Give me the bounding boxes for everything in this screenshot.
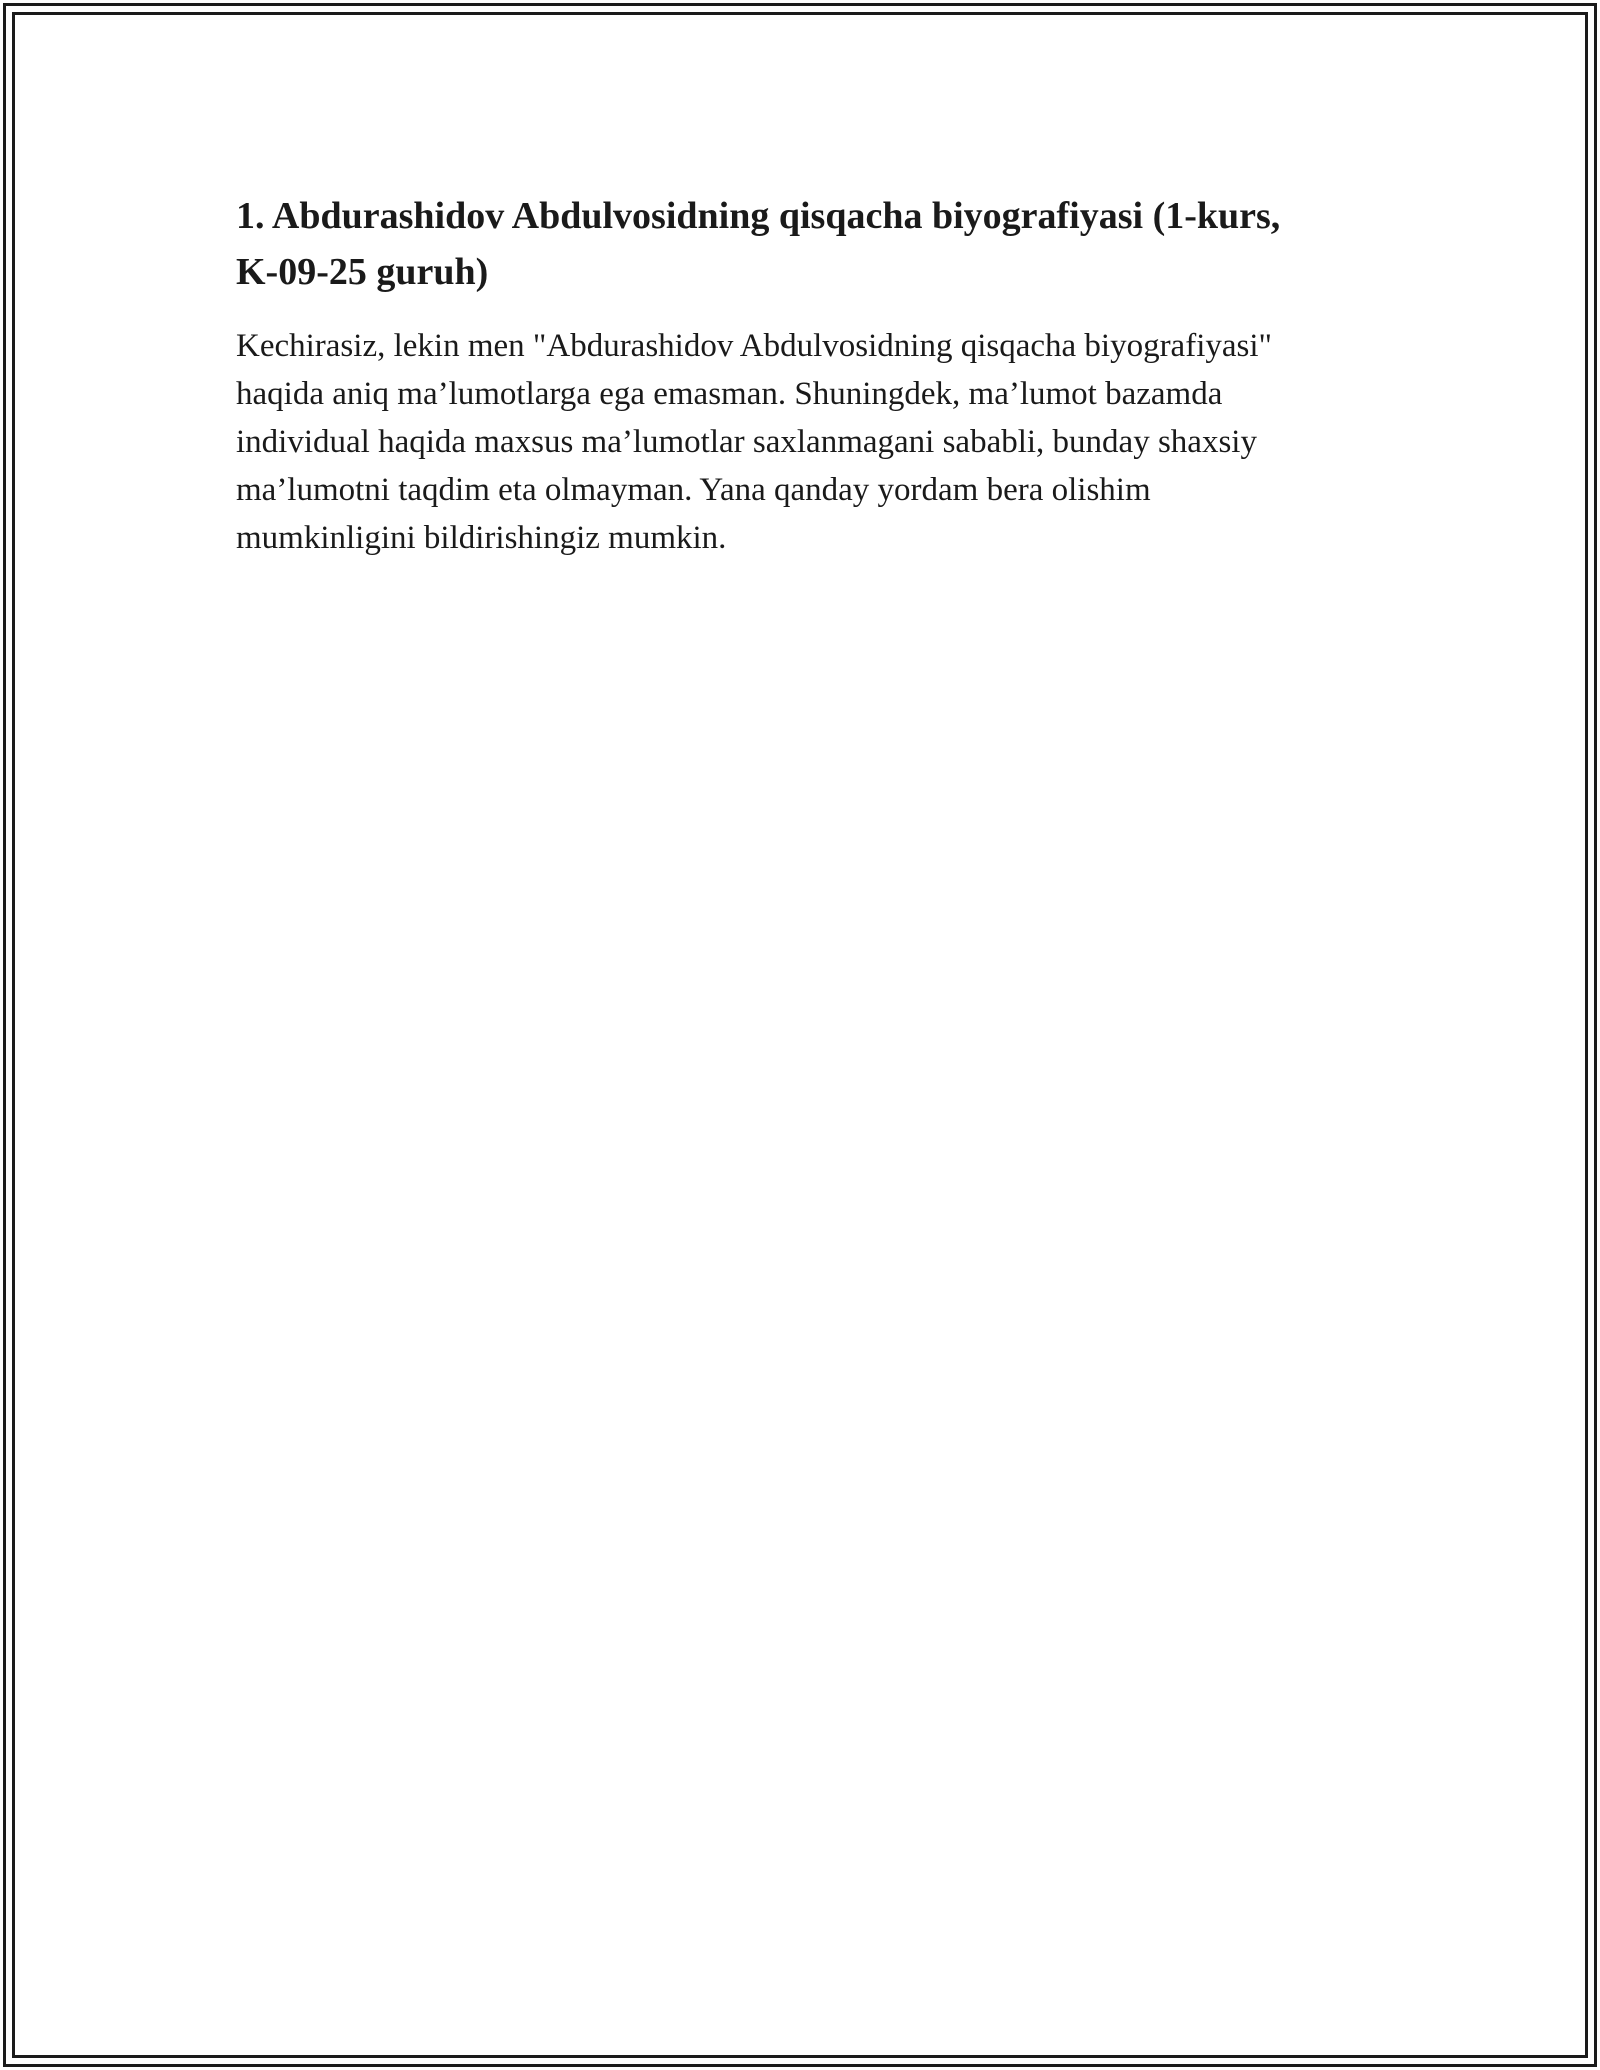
document-heading: 1. Abdurashidov Abdulvosidning qisqacha biyografiyasi (1-kurs, K-09-25 guruh): [236, 195, 1281, 293]
document-paragraph: Kechirasiz, lekin men "Abdurashidov Abdulvosidning qisqacha biyografiyasi" haqida aniq ma’lumotlarga ega emasman. Shuningdek, ma’lumot bazamda individual haqida maxsus ma’lumotlar saxlanmagani sababli, bunday shaxsiy ma’lumotni taqdim eta olmayman. Yana qanday yordam bera olishim mumkinligini bildirishingiz mumkin.: [236, 328, 1272, 556]
document-content: [236, 188, 1316, 562]
